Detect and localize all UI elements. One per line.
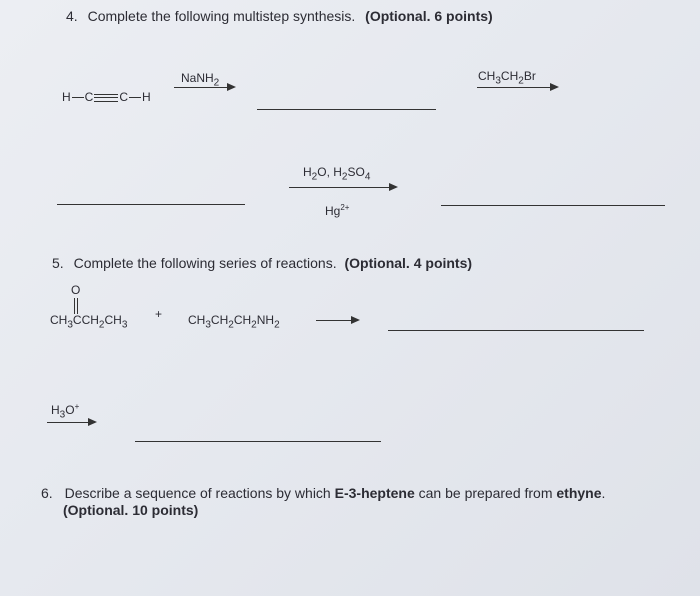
question-text: . [601,485,606,501]
answer-blank [388,330,644,331]
triple-bond [94,94,118,102]
atom-c: C [119,90,129,104]
subscript: 3 [59,409,66,421]
catalyst-hg2 [325,203,349,218]
carbonyl-oxygen: O [71,283,81,297]
subscript: 2 [518,75,524,87]
question-text: Complete the following multistep synthesis. [87,8,356,24]
reaction-arrow [477,87,557,88]
answer-blank [57,204,245,205]
subscript: 2 [341,171,348,183]
reagent-text: SO [347,165,365,179]
superscript: + [74,402,80,411]
reagent-text: H [303,165,312,179]
question-5-prompt [52,255,472,271]
subscript: 2 [251,319,257,331]
reagent-text: CCH [72,313,99,327]
reagent-text: CH [50,313,68,327]
reagent-text: CH [188,313,206,327]
question-points: (Optional. 4 points) [344,255,473,271]
question-text: Complete the following series of reactions. [73,255,337,271]
single-bond [72,97,84,98]
reagent-h3o [51,402,79,420]
subscript: 3 [121,319,128,331]
answer-blank [257,109,436,110]
question-4-prompt [66,8,493,24]
reaction-arrow [174,87,234,88]
subscript: 2 [98,319,105,331]
reagent-text: O [65,403,75,417]
question-points [63,502,198,518]
question-6-prompt [41,485,605,501]
reagent-text: Hg [325,204,341,218]
reagent-nanh2 [181,71,219,88]
answer-blank [441,205,665,206]
ketone-structure [50,313,127,330]
single-bond [129,97,141,98]
subscript: 2 [274,319,280,331]
subscript: 3 [67,319,73,331]
reagent-text: CH [500,69,519,83]
reagent-text: NaNH [181,71,214,85]
reagent-text: O, H [317,165,342,179]
reagent-text: CH [210,313,229,327]
reaction-arrow [47,422,95,423]
reagent-text: CH [478,69,496,83]
reagent-text: Br [523,69,536,83]
ethyne-structure [62,90,151,104]
subscript: 2 [228,319,234,331]
plus-sign: + [155,307,163,321]
answer-blank [135,441,381,442]
reagent-h2o-h2so4 [303,165,370,182]
question-number: 6. [41,485,53,501]
points-label: (Optional. 10 points) [63,502,199,518]
superscript: 2+ [340,203,350,212]
subscript: 4 [364,171,371,183]
question-number: 4. [66,8,78,24]
atom-h: H [62,90,71,104]
reagent-text: H [51,403,60,417]
reagent-text: NH [256,313,275,327]
question-text: can be prepared from [414,485,557,501]
target-compound: E-3-heptene [334,485,415,501]
atom-h: H [142,90,151,104]
question-number: 5. [52,255,64,271]
subscript: 3 [205,319,211,331]
subscript: 3 [495,75,501,87]
reagent-text: CH [104,313,122,327]
amine-structure [188,313,280,330]
subscript: 2 [213,77,220,89]
question-text: Describe a sequence of reactions by which [64,485,335,501]
reagent-ethyl-bromide [478,69,536,86]
question-points: (Optional. 6 points) [365,8,493,24]
subscript: 2 [311,171,318,183]
double-bond [74,298,78,314]
atom-c: C [84,90,94,104]
reaction-arrow [316,320,358,321]
reaction-arrow [289,187,396,188]
reagent-text: CH [233,313,252,327]
source-compound: ethyne [556,485,602,501]
